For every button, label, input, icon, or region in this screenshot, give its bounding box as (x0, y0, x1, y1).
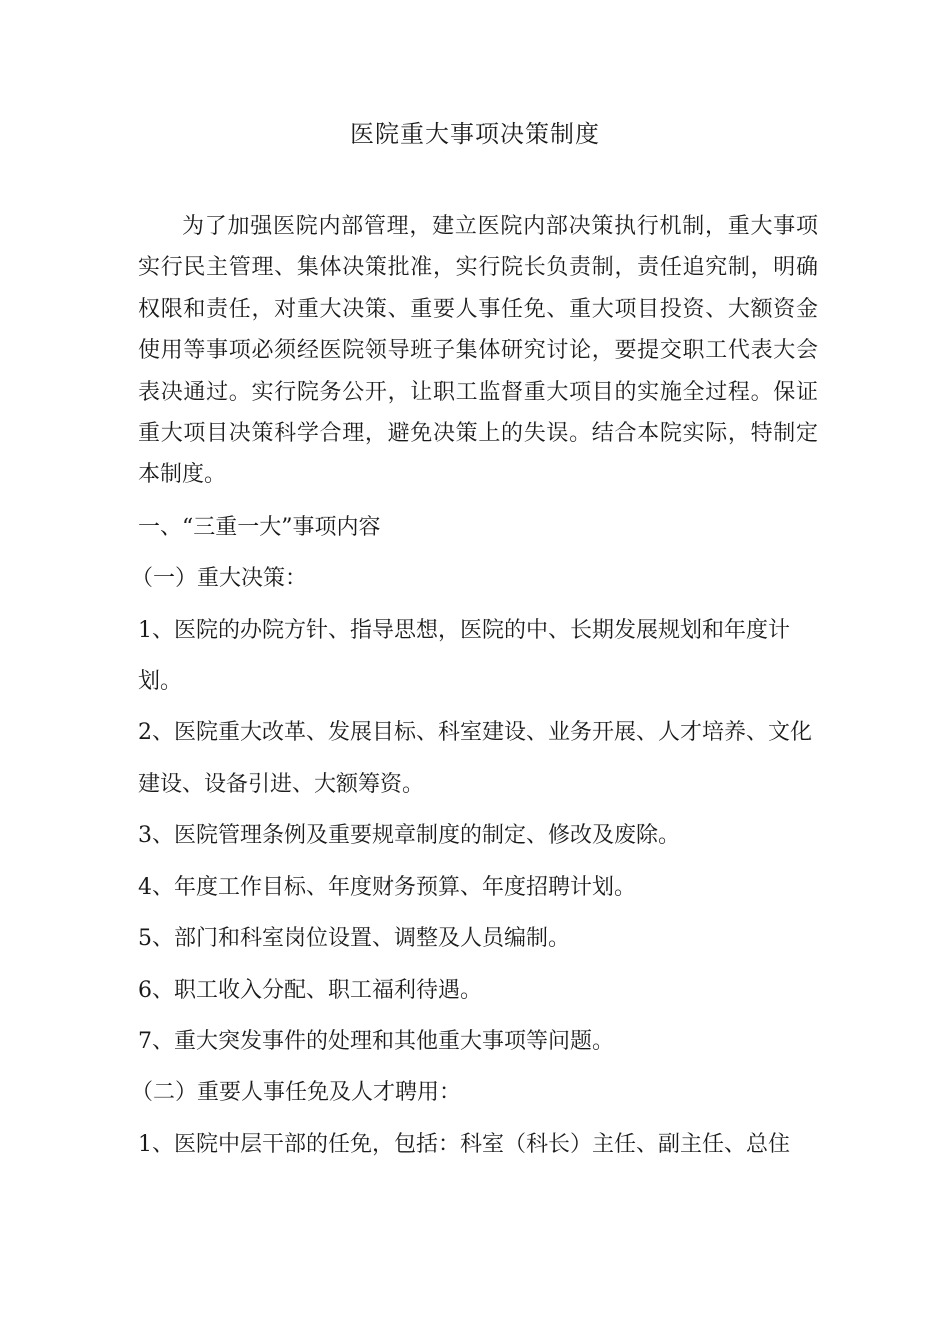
document-title: 医院重大事项决策制度 (350, 120, 600, 148)
list-item: 4、年度工作目标、年度财务预算、年度招聘计划。 (138, 874, 636, 900)
document-body (131, 206, 818, 1170)
section-heading: 一、“三重一大”事项内容 (138, 514, 381, 540)
list-item: 2、医院重大改革、发展目标、科室建设、业务开展、人才培养、文化建设、设备引进、大额筹资。 (138, 720, 812, 797)
subsection-heading: （二）重要人事任免及人才聘用： (131, 1080, 462, 1106)
list-item: 1、医院中层干部的任免，包括：科室（科长）主任、副主任、总住 (138, 1131, 790, 1157)
list-item: 5、部门和科室岗位设置、调整及人员编制。 (138, 926, 570, 952)
intro-paragraph: 为了加强医院内部管理，建立医院内部决策执行机制，重大事项实行民主管理、集体决策批准，实行院长负责制，责任追究制，明确权限和责任，对重大决策、重要人事任免、重大项目投资、大额资金使用等事项必须经医院领导班子集体研究讨论，要提交职工代表大会表决通过。实行院务公开，让职工监督重大项目的实施全过程。保证重大项目决策科学合理，避免决策上的失误。结合本院实际，特制定本制度。 (138, 214, 818, 488)
list-item: 6、职工收入分配、职工福利待遇。 (138, 977, 482, 1003)
list-item: 1、医院的办院方针、指导思想，医院的中、长期发展规划和年度计划。 (138, 617, 790, 695)
subsection-heading: （一）重大决策： (131, 566, 308, 592)
list-item: 3、医院管理条例及重要规章制度的制定、修改及废除。 (138, 823, 680, 849)
list-item: 7、重大突发事件的处理和其他重大事项等问题。 (138, 1028, 614, 1054)
